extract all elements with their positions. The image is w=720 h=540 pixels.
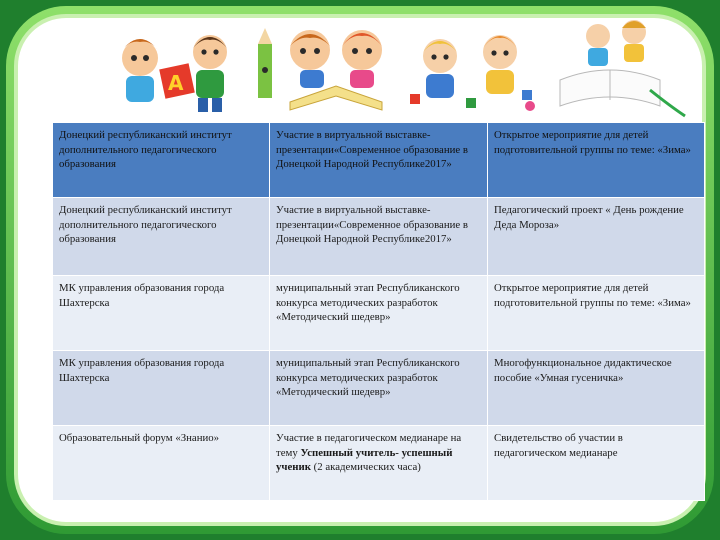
table-cell-result: Многофункциональное дидактическое пособие «Умная гусеничка» [488,351,705,426]
table-cell-organization: Донецкий республиканский институт дополнительного педагогического образования [53,198,270,276]
table-cell-result: Открытое мероприятие для детей подготовительной группы по теме: «Зима» [488,276,705,351]
event-text-suffix: (2 академических часа) [310,461,421,473]
table-cell-organization: Донецкий республиканский институт дополнительного педагогического образования [53,123,270,198]
table-row [53,276,705,351]
pencil-icon [258,28,272,98]
table-row [53,426,705,501]
table-cell-event: Участие в виртуальной выставке-презентации«Современное образование в Донецкой Народной Республике2017» [270,123,488,198]
table-cell-event: муниципальный этап Республиканского конкурса методических разработок «Методический шедевр» [270,276,488,351]
table-cell-event: Участие в виртуальной выставке-презентации«Современное образование в Донецкой Народной Республике2017» [270,198,488,276]
table-cell-event: муниципальный этап Республиканского конкурса методических разработок «Методический шедевр» [270,351,488,426]
table-cell-organization: МК управления образования города Шахтерска [53,351,270,426]
table-cell-result: Открытое мероприятие для детей подготовительной группы по теме: «Зима» [488,123,705,198]
table-cell-organization: МК управления образования города Шахтерска [53,276,270,351]
event-text-prefix: Участие в педагогическом медианаре на тему [276,432,462,459]
table-cell-organization: Образовательный форум «Знанио» [53,426,270,501]
reading-kids-icon [290,30,382,110]
kids-clipart-icon [110,10,710,122]
svg-text:A: A [168,71,184,95]
table-row [53,198,705,276]
table-cell-event [270,426,488,501]
achievements-table [52,122,705,501]
table-cell-result: Свидетельство об участии в педагогическом медианаре [488,426,705,501]
table-row [53,351,705,426]
kids-on-book-icon [560,20,685,116]
playing-kids-icon [410,35,535,111]
kids-with-block-icon [122,35,227,112]
table-row [53,123,705,198]
children-illustration-banner [110,10,710,122]
table-cell-result: Педагогический проект « День рождение Деда Мороза» [488,198,705,276]
event-topic-bold: Успешный учитель- успешный ученик [276,446,453,473]
